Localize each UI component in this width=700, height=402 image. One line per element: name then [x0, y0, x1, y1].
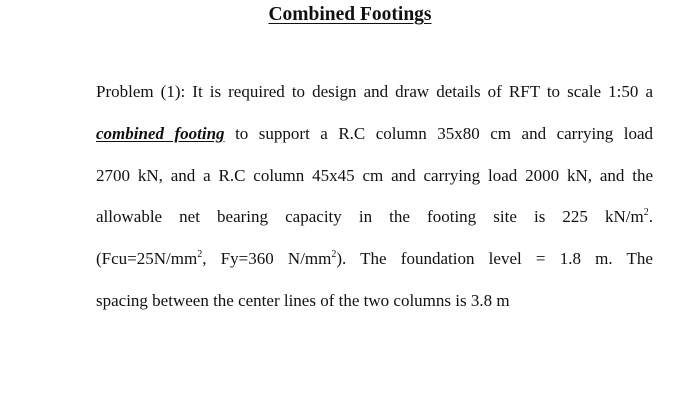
- problem-line-1: Problem (1): It is required to design and draw details of RFT to scale 1:50 a: [96, 82, 653, 101]
- problem-line-4: [96, 207, 653, 249]
- problem-line-3: 2700 kN, and a R.C column 45x45 cm and carrying load 2000 kN, and the: [96, 165, 653, 185]
- problem-line-4-end: .: [648, 207, 653, 227]
- combined-footing-emphasis: combined footing: [96, 123, 225, 143]
- problem-line-5-part-3: ). The foundation level = 1.8 m. The: [336, 249, 653, 269]
- problem-line-2-text: to support a R.C column 35x80 cm and carrying load: [224, 123, 653, 143]
- problem-line-5: [96, 249, 653, 291]
- superscript: 2: [331, 249, 337, 261]
- superscript: 2: [197, 249, 203, 261]
- page-title: Combined Footings: [268, 4, 432, 25]
- problem-line-5-part-2: , Fy=360 N/mm: [202, 249, 332, 269]
- problem-line-5-part-1: (Fcu=25N/mm: [96, 249, 198, 269]
- problem-line-6: spacing between the center lines of the two columns is 3.8 m: [96, 290, 510, 310]
- problem-line-2: [96, 124, 653, 166]
- superscript: 2: [643, 207, 649, 219]
- problem-paragraph: [96, 82, 653, 333]
- problem-line-4-text: allowable net bearing capacity in the footing site is 225 kN/m: [96, 207, 644, 227]
